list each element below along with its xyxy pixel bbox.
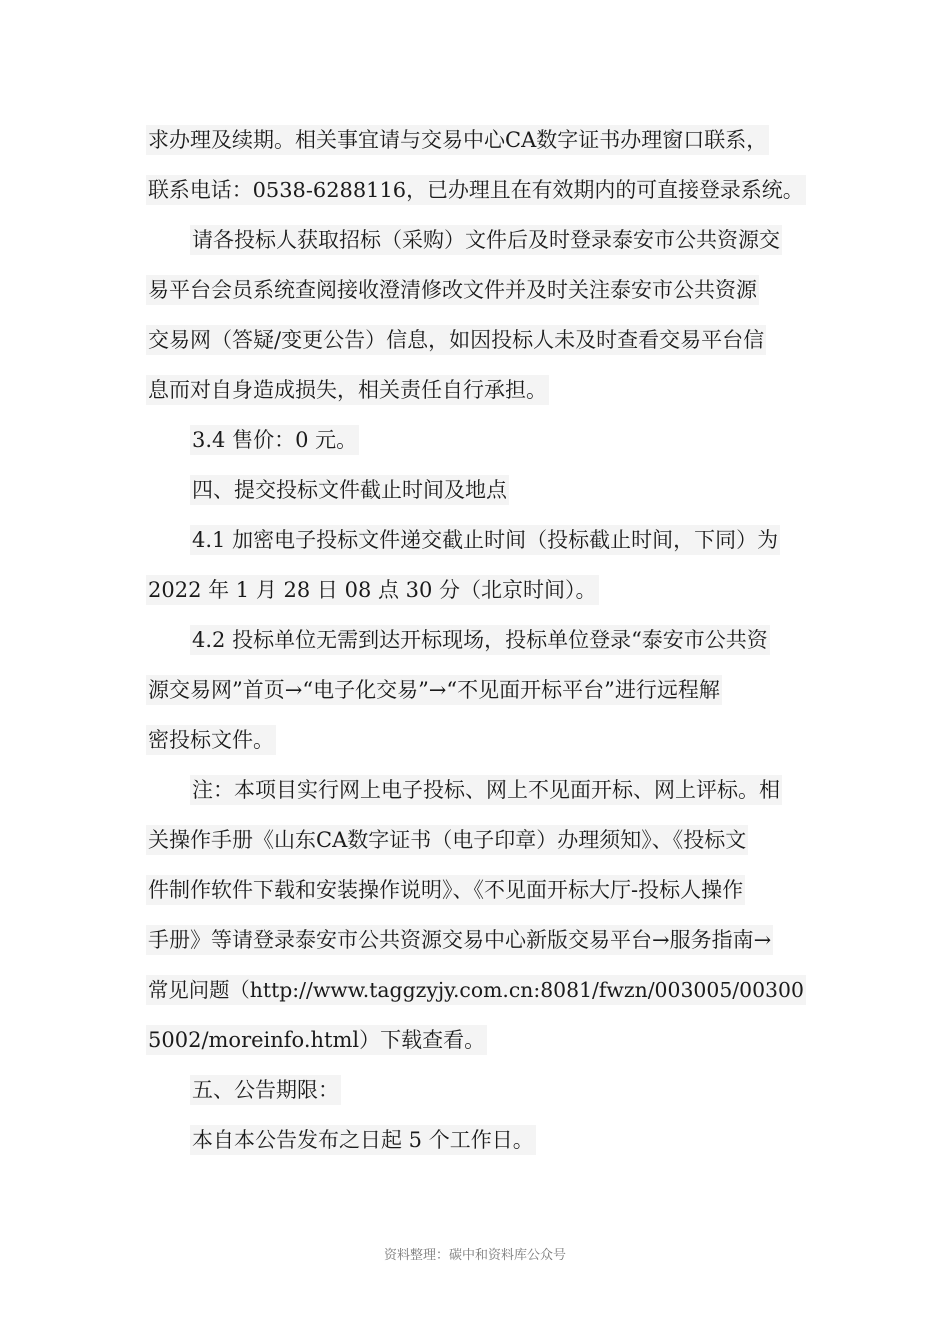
text-line: 息而对自身造成损失，相关责任自行承担。: [146, 365, 806, 415]
text-line: 易平台会员系统查阅接收澄清修改文件并及时关注泰安市公共资源: [146, 265, 806, 315]
section-heading: 四、提交投标文件截止时间及地点: [146, 465, 806, 515]
text-line: 手册》等请登录泰安市公共资源交易中心新版交易平台→服务指南→: [146, 915, 806, 965]
text-line: 请各投标人获取招标（采购）文件后及时登录泰安市公共资源交: [146, 215, 806, 265]
text-line: 3.4 售价：0 元。: [146, 415, 806, 465]
text-line: 密投标文件。: [146, 715, 806, 765]
document-body: [146, 115, 806, 1165]
text-line: 本自本公告发布之日起 5 个工作日。: [146, 1115, 806, 1165]
text-line: 关操作手册《山东CA数字证书（电子印章）办理须知》、《投标文: [146, 815, 806, 865]
section-heading: 五、公告期限：: [146, 1065, 806, 1115]
text-line: 源交易网”首页→“电子化交易”→“不见面开标平台”进行远程解: [146, 665, 806, 715]
text-line: 常见问题（http://www.taggzyjy.com.cn:8081/fwzn/003005/00300: [146, 965, 806, 1015]
text-line: 求办理及续期。相关事宜请与交易中心CA数字证书办理窗口联系，: [146, 115, 806, 165]
text-line: 联系电话：0538-6288116，已办理且在有效期内的可直接登录系统。: [146, 165, 806, 215]
text-line: 注：本项目实行网上电子投标、网上不见面开标、网上评标。相: [146, 765, 806, 815]
text-line: 4.2 投标单位无需到达开标现场，投标单位登录“泰安市公共资: [146, 615, 806, 665]
text-line: 交易网（答疑/变更公告）信息，如因投标人未及时查看交易平台信: [146, 315, 806, 365]
text-line: 5002/moreinfo.html）下载查看。: [146, 1015, 806, 1065]
text-line: 件制作软件下载和安装操作说明》、《不见面开标大厅-投标人操作: [146, 865, 806, 915]
text-line: 4.1 加密电子投标文件递交截止时间（投标截止时间，下同）为: [146, 515, 806, 565]
text-line: 2022 年 1 月 28 日 08 点 30 分（北京时间）。: [146, 565, 806, 615]
page-footer: 资料整理：碳中和资料库公众号: [383, 1248, 566, 1263]
